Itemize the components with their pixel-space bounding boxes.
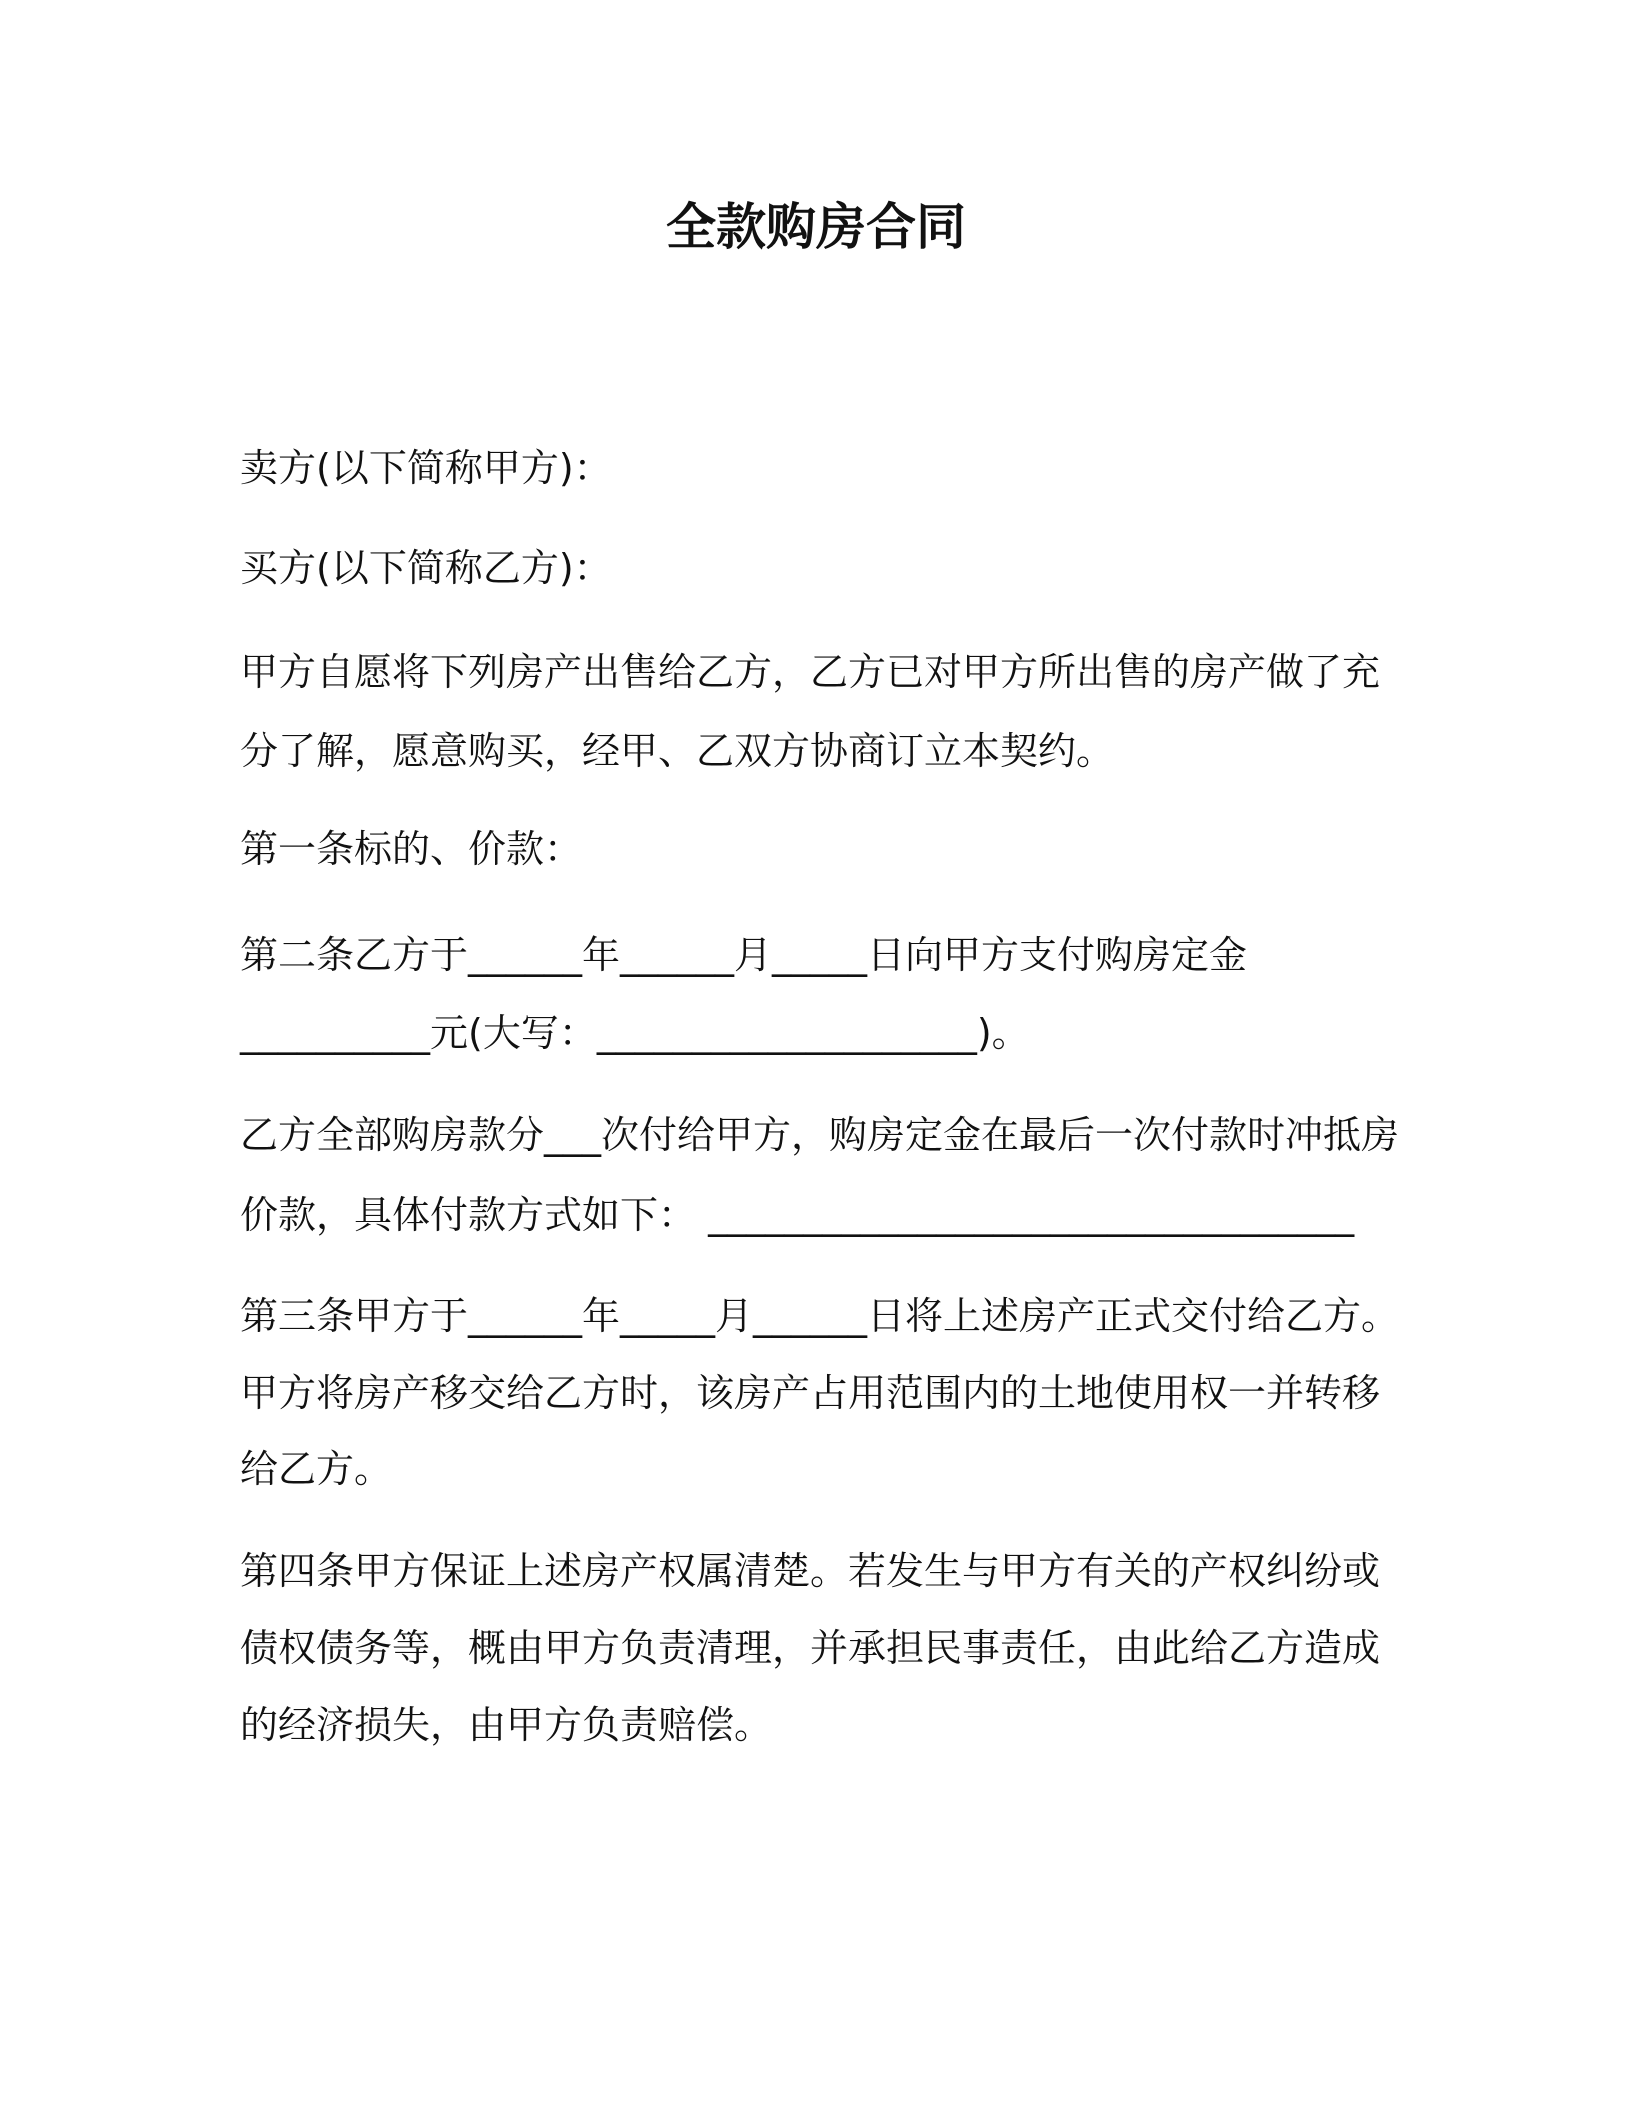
payment-line-1: 乙方全部购房款分___次付给甲方，购房定金在最后一次付款时冲抵房 — [240, 1113, 1400, 1157]
article-3-line-1: 第三条甲方于______年_____月______日将上述房产正式交付给乙方。 — [240, 1294, 1400, 1338]
article-2-line-2: __________元(大写：____________________)。 — [240, 1011, 1030, 1055]
article-2-line-1: 第二条乙方于______年______月_____日向甲方支付购房定金 — [240, 933, 1248, 977]
payment-line-2: 价款，具体付款方式如下： __________________________________ — [240, 1193, 1355, 1237]
buyer-line: 买方(以下简称乙方)： — [240, 546, 612, 590]
article-4-line-1: 第四条甲方保证上述房产权属清楚。若发生与甲方有关的产权纠纷或 — [240, 1549, 1381, 1593]
article-1-line: 第一条标的、价款： — [240, 827, 583, 871]
article-4-line-2: 债权债务等，概由甲方负责清理，并承担民事责任，由此给乙方造成 — [240, 1626, 1381, 1670]
seller-line: 卖方(以下简称甲方)： — [240, 446, 612, 490]
article-4-line-3: 的经济损失，由甲方负责赔偿。 — [240, 1703, 773, 1747]
preamble-line-2: 分了解，愿意购买，经甲、乙双方协商订立本契约。 — [240, 729, 1115, 773]
article-3-line-2: 甲方将房产移交给乙方时，该房产占用范围内的土地使用权一并转移 — [240, 1371, 1381, 1415]
document-title: 全款购房合同 — [666, 198, 966, 256]
article-3-line-3: 给乙方。 — [240, 1447, 393, 1491]
preamble-line-1: 甲方自愿将下列房产出售给乙方，乙方已对甲方所出售的房产做了充 — [240, 650, 1381, 694]
